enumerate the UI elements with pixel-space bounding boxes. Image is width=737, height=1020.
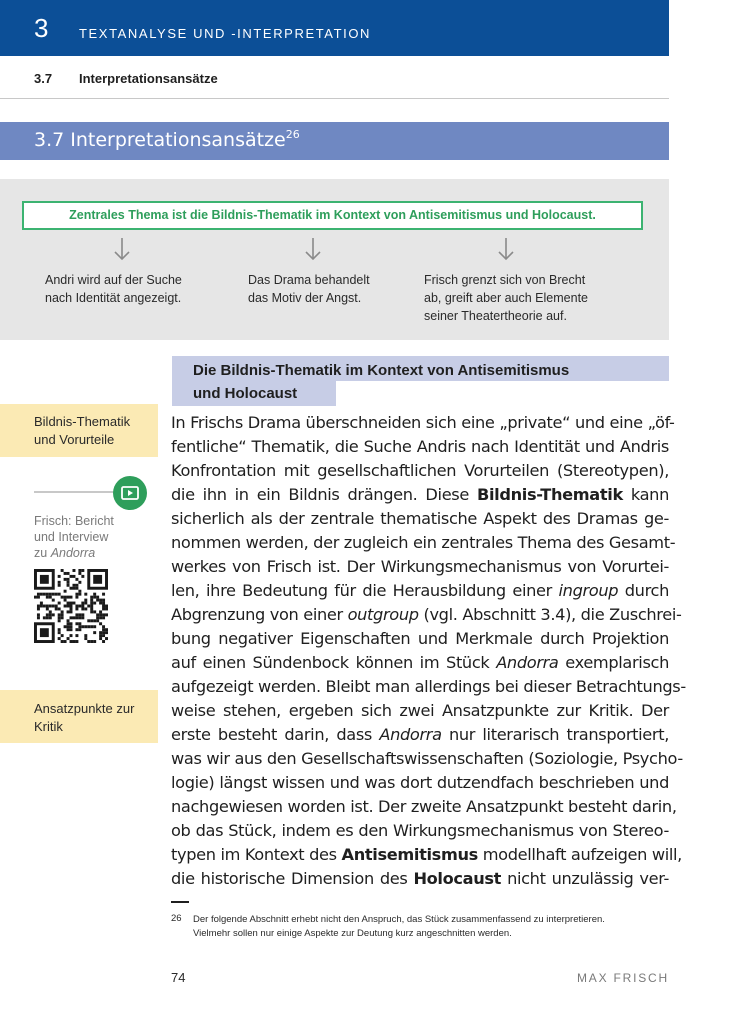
- text-run: die ihn in ein Bildnis drängen. Diese: [171, 485, 477, 504]
- subheading: [193, 359, 569, 405]
- video-divider: [34, 491, 124, 493]
- margin-note-line: Bildnis-Thematik: [34, 414, 131, 429]
- text-run: Abgrenzung von einer: [171, 605, 348, 624]
- play-icon: [113, 476, 147, 510]
- summary-line: Das Drama behandelt: [248, 273, 370, 287]
- body-line: weise stehen, ergeben sich zwei Ansatzpunkte zur Kritik. Der: [171, 701, 669, 720]
- page-number: 74: [171, 970, 186, 985]
- text-run: modellhaft aufzeigen will,: [477, 845, 682, 864]
- subsection-number: 3.7: [34, 71, 53, 86]
- margin-note-kritik: [0, 690, 158, 743]
- video-play-icon[interactable]: [113, 476, 147, 510]
- margin-note-line: Kritik: [34, 719, 63, 734]
- summary-point-fear: [248, 271, 370, 307]
- summary-point-identity: [45, 271, 182, 307]
- summary-line: das Motiv der Angst.: [248, 291, 362, 305]
- work-title: Andorra: [379, 725, 442, 744]
- chapter-title: TEXTANALYSE UND -INTERPRETATION: [79, 26, 372, 41]
- term-outgroup: outgroup: [347, 605, 419, 624]
- body-line: logie) längst wissen und was dort dutzendfach beschrieben und: [171, 773, 669, 792]
- text-run: exemplarisch: [558, 653, 669, 672]
- qr-code[interactable]: [34, 569, 108, 643]
- summary-line: Frisch grenzt sich von Brecht: [424, 273, 586, 287]
- video-caption-line: [34, 545, 114, 561]
- body-line: [171, 579, 669, 603]
- video-caption-prefix: zu: [34, 546, 51, 560]
- footnote-line: Der folgende Abschnitt erhebt nicht den Anspruch, das Stück zusammenfassend zu interpretieren.: [193, 914, 605, 925]
- term-ingroup: ingroup: [558, 581, 619, 600]
- summary-line: nach Identität angezeigt.: [45, 291, 182, 305]
- body-line: [171, 651, 669, 675]
- body-line: [171, 603, 682, 627]
- summary-line: Andri wird auf der Suche: [45, 273, 182, 287]
- body-line: [171, 483, 669, 507]
- arrow-down-icon: [496, 237, 516, 263]
- chapter-number: 3: [34, 13, 49, 43]
- central-theme-text: Zentrales Thema ist die Bildnis-Thematik im Kontext von Antisemitismus und Holocaust.: [69, 208, 596, 222]
- subheading-line: und Holocaust: [193, 385, 298, 402]
- text-run: kann: [622, 485, 669, 504]
- margin-note-line: und Vorurteile: [34, 432, 115, 447]
- body-line: werkes von Frisch ist. Der Wirkungsmechanismus von Vorurtei-: [171, 557, 669, 576]
- body-line: ob das Stück, indem es den Wirkungsmechanismus von Stereo-: [171, 821, 669, 840]
- body-line: bung negativer Eigenschaften und Merkmale durch Projektion: [171, 629, 669, 648]
- body-line: aufgezeigt werden. Bleibt man allerdings bei dieser Betrachtungs-: [171, 677, 686, 696]
- video-caption-line: Frisch: Bericht: [34, 514, 114, 528]
- subheading-line: Die Bildnis-Thematik im Kontext von Antisemitismus: [193, 362, 570, 379]
- summary-line: ab, greift aber auch Elemente: [424, 291, 588, 305]
- margin-note-bildnis: [0, 404, 158, 457]
- footnote-number: 26: [171, 913, 182, 924]
- arrow-down-icon: [303, 237, 323, 263]
- running-footer-title: MAX FRISCH: [576, 971, 669, 985]
- arrow-down-icon: [112, 237, 132, 263]
- text-run: len, ihre Bedeutung für die Herausbildung einer: [171, 581, 559, 600]
- text-run: auf einen Sündenbock können im Stück: [171, 653, 497, 672]
- video-caption-title: Andorra: [50, 546, 96, 560]
- header-divider: [0, 98, 669, 99]
- body-line: fentliche“ Thematik, die Suche Andris nach Identität und Andris: [171, 437, 669, 456]
- body-line: [171, 723, 669, 747]
- section-heading: [34, 128, 300, 151]
- text-run: durch: [618, 581, 669, 600]
- text-run: typen im Kontext des: [171, 845, 342, 864]
- text-run: die historische Dimension des: [171, 869, 414, 888]
- text-run: erste besteht darin, dass: [171, 725, 380, 744]
- footnote-line: Vielmehr sollen nur einige Aspekte zur Deutung kurz angeschnitten werden.: [193, 928, 512, 939]
- central-theme-box: [22, 201, 643, 230]
- video-caption-line: und Interview: [34, 530, 109, 544]
- body-line: was wir aus den Gesellschaftswissenschaften (Soziologie, Psycho-: [171, 749, 683, 768]
- keyword-holocaust: Holocaust: [413, 869, 502, 888]
- body-line: Konfrontation mit gesellschaftlichen Vorurteilen (Stereotypen),: [171, 461, 669, 480]
- body-text: [171, 411, 686, 891]
- body-line: nachgewiesen worden ist. Der zweite Ansatzpunkt besteht darin,: [171, 797, 677, 816]
- text-run: nur literarisch transportiert,: [441, 725, 669, 744]
- keyword-bildnis-thematik: Bildnis-Thematik: [477, 485, 623, 504]
- footnote-ref[interactable]: 26: [285, 128, 300, 141]
- footnote-divider: [171, 901, 189, 903]
- summary-point-brecht: [424, 271, 588, 325]
- body-line: In Frischs Drama überschneiden sich eine „private“ und eine „öf-: [171, 413, 675, 432]
- body-line: sicherlich als der zentrale thematische Aspekt des Dramas ge-: [171, 509, 669, 528]
- body-line: nommen werden, der zugleich ein zentrales Thema des Gesamt-: [171, 533, 676, 552]
- body-line: [171, 867, 669, 891]
- summary-line: seiner Theatertheorie auf.: [424, 309, 567, 323]
- keyword-antisemitismus: Antisemitismus: [341, 845, 478, 864]
- work-title: Andorra: [496, 653, 559, 672]
- text-run: (vgl. Abschnitt 3.4), die Zuschrei-: [418, 605, 682, 624]
- subsection-title: Interpretationsansätze: [79, 71, 218, 86]
- video-caption[interactable]: [34, 513, 114, 561]
- body-line: [171, 843, 682, 867]
- margin-note-line: Ansatzpunkte zur: [34, 701, 135, 716]
- text-run: nicht unzulässig ver-: [501, 869, 669, 888]
- section-heading-text: 3.7 Interpretationsansätze: [34, 129, 286, 151]
- footnote-text: [193, 913, 605, 941]
